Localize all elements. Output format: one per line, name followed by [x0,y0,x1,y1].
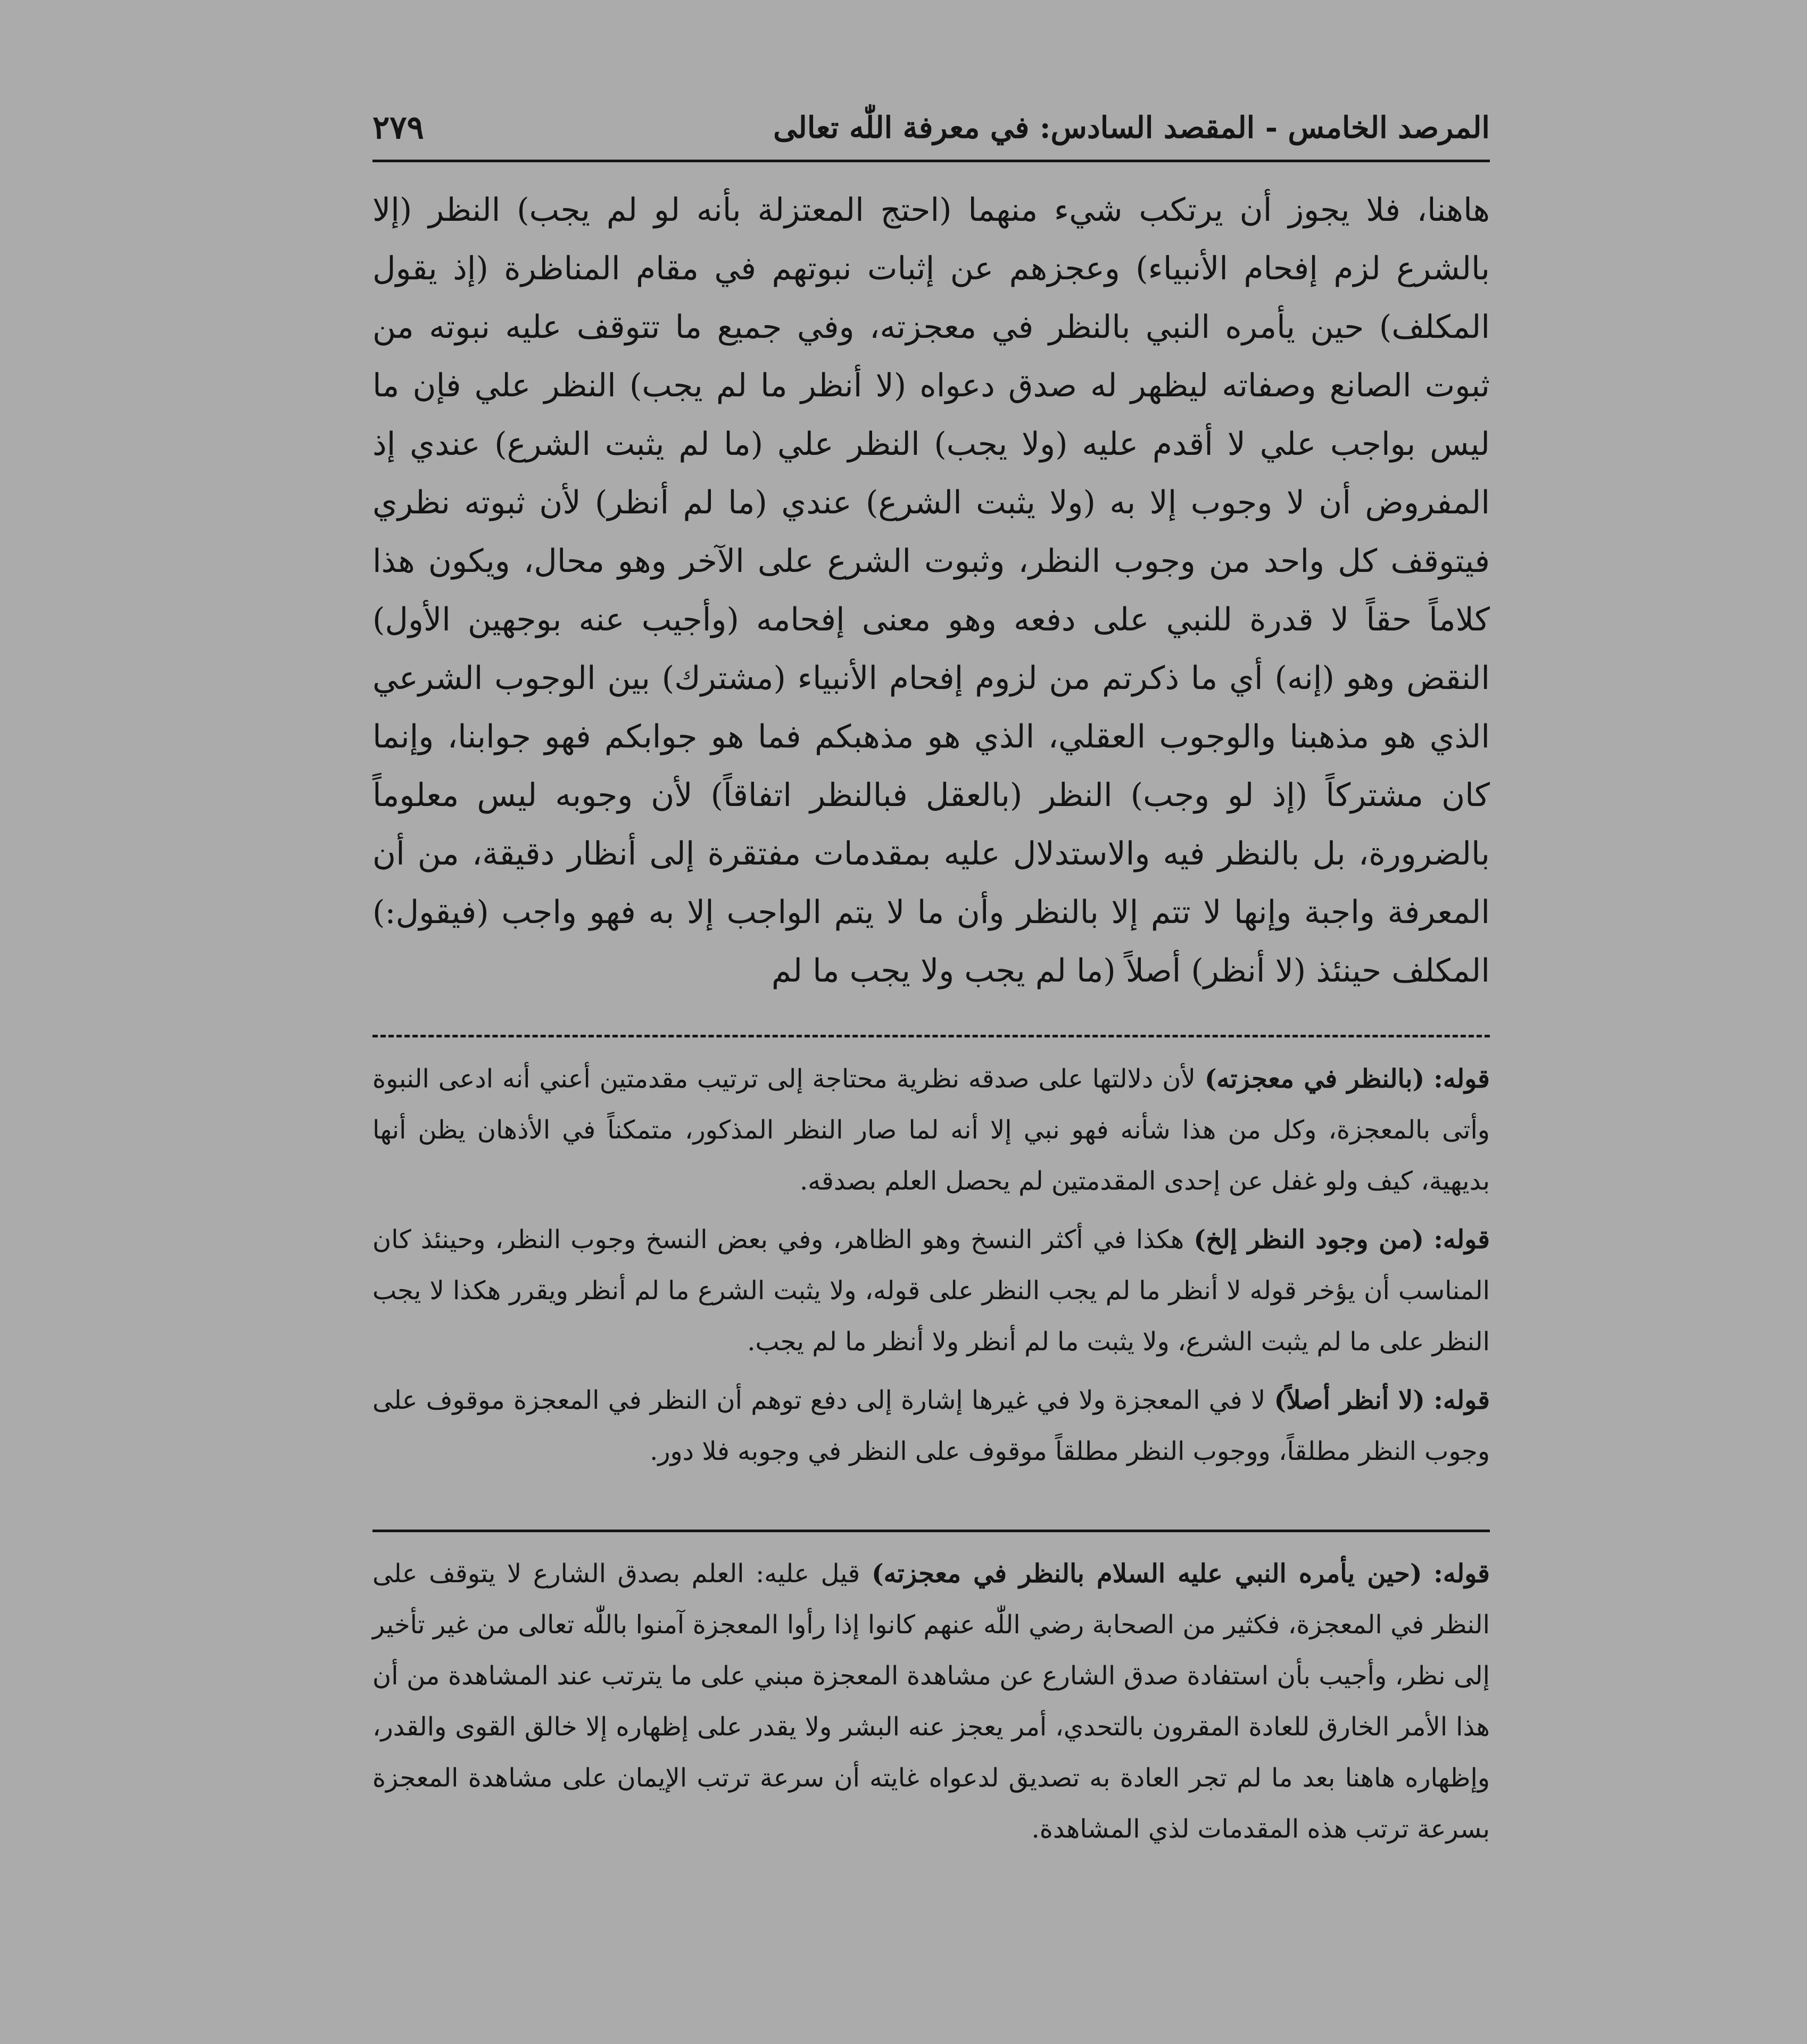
book-page [372,90,1490,1952]
note-text: لا في المعجزة ولا في غيرها إشارة إلى دفع توهم أن النظر في المعجزة موقوف على وجوب النظر مطلقاً، ووجوب النظر مطلقاً موقوف على النظر في وجوبه فلا دور. [372,1385,1490,1466]
main-paragraph: هاهنا، فلا يجوز أن يرتكب شيء منهما (احتج المعتزلة بأنه لو لم يجب) النظر (إلا بالشرع لزم إفحام الأنبياء) وعجزهم عن إثبات نبوتهم في مقام المناظرة (إذ يقول المكلف) حين يأمره النبي بالنظر في معجزته، وفي جميع ما تتوقف عليه نبوته من ثبوت الصانع وصفاته ليظهر له صدق دعواه (لا أنظر ما لم يجب) النظر علي فإن ما ليس بواجب علي لا أقدم عليه (ولا يجب) النظر علي (ما لم يثبت الشرع) عندي إذ المفروض أن لا وجوب إلا به (ولا يثبت الشرع) عندي (ما لم أنظر) لأن ثبوته نظري فيتوقف كل واحد من وجوب النظر، وثبوت الشرع على الآخر وهو محال، ويكون هذا كلاماً حقاً لا قدرة للنبي على دفعه وهو معنى إفحامه (وأجيب عنه بوجهين الأول) النقض وهو (إنه) أي ما ذكرتم من لزوم إفحام الأنبياء (مشترك) بين الوجوب الشرعي الذي هو مذهبنا والوجوب العقلي، الذي هو مذهبكم فما هو جوابكم فهو جوابنا، وإنما كان مشتركاً (إذ لو وجب) النظر (بالعقل فبالنظر اتفاقاً) لأن وجوبه ليس معلوماً بالضرورة، بل بالنظر فيه والاستدلال عليه بمقدمات مفتقرة إلى أنظار دقيقة، من أن المعرفة واجبة وإنها لا تتم إلا بالنظر وأن ما لا يتم الواجب إلا به فهو واجب (فيقول:) المكلف حينئذ (لا أنظر) أصلاً (ما لم يجب ولا يجب ما لم [372,192,1490,990]
main-text [372,181,1490,1000]
note-text: قيل عليه: العلم بصدق الشارع لا يتوقف على النظر في المعجزة، فكثير من الصحابة رضي اللّٰه عنهم كانوا إذا رأوا المعجزة آمنوا باللّٰه تعالى من غير تأخير إلى نظر، وأجيب بأن استفادة صدق الشارع عن مشاهدة المعجزة مبني على ما يترتب عند المشاهدة من أن هذا الأمر الخارق للعادة المقرون بالتحدي، أمر يعجز عنه البشر ولا يقدر على إظهاره إلا خالق القوى والقدر، وإظهاره هاهنا بعد ما لم تجر العادة به تصديق لدعواه غايته أن سرعة ترتب الإيمان على مشاهدة المعجزة بسرعة ترتب هذه المقدمات لذي المشاهدة. [372,1559,1490,1844]
footnote-note [372,1548,1490,1855]
note-label: قوله: [1433,1559,1490,1589]
note-label: قوله: [1433,1064,1490,1094]
footnote-section [372,1548,1490,1855]
note-lemma: (لا أنظر أصلاً) [1274,1385,1425,1415]
note-lemma: (بالنظر في معجزته) [1204,1064,1425,1094]
dashed-separator [372,1035,1490,1037]
header-rule [372,160,1490,162]
page-number: ٢٧٩ [372,109,424,146]
note-label: قوله: [1433,1385,1490,1415]
running-header [372,98,1490,157]
note-text: لأن دلالتها على صدقه نظرية محتاجة إلى ترتيب مقدمتين أعني أنه ادعى النبوة وأتى بالمعجزة، وكل من هذا شأنه فهو نبي إلا أنه لما صار النظر المذكور، متمكناً في الأذهان يظن أنها بديهية، كيف ولو غفل عن إحدى المقدمتين لم يحصل العلم بصدقه. [372,1064,1490,1196]
footnote-separator [372,1530,1490,1532]
note-lemma: (حين يأمره النبي عليه السلام بالنظر في معجزته) [871,1559,1422,1589]
header-title: المرصد الخامس - المقصد السادس: في معرفة اللّٰه تعالى [773,110,1490,145]
note-label: قوله: [1433,1225,1490,1254]
commentary-note [372,1053,1490,1207]
note-text: هكذا في أكثر النسخ وهو الظاهر، وفي بعض النسخ وجوب النظر، وحينئذ كان المناسب أن يؤخر قوله لا أنظر ما لم يجب النظر على قوله، ولا يثبت الشرع ما لم أنظر ويقرر هكذا لا يجب النظر على ما لم يثبت الشرع، ولا يثبت ما لم أنظر ولا أنظر ما لم يجب. [372,1225,1490,1357]
note-lemma: (من وجود النظر إلخ) [1193,1225,1424,1254]
commentary-note [372,1214,1490,1367]
commentary-note [372,1375,1490,1477]
commentary-section [372,1053,1490,1484]
